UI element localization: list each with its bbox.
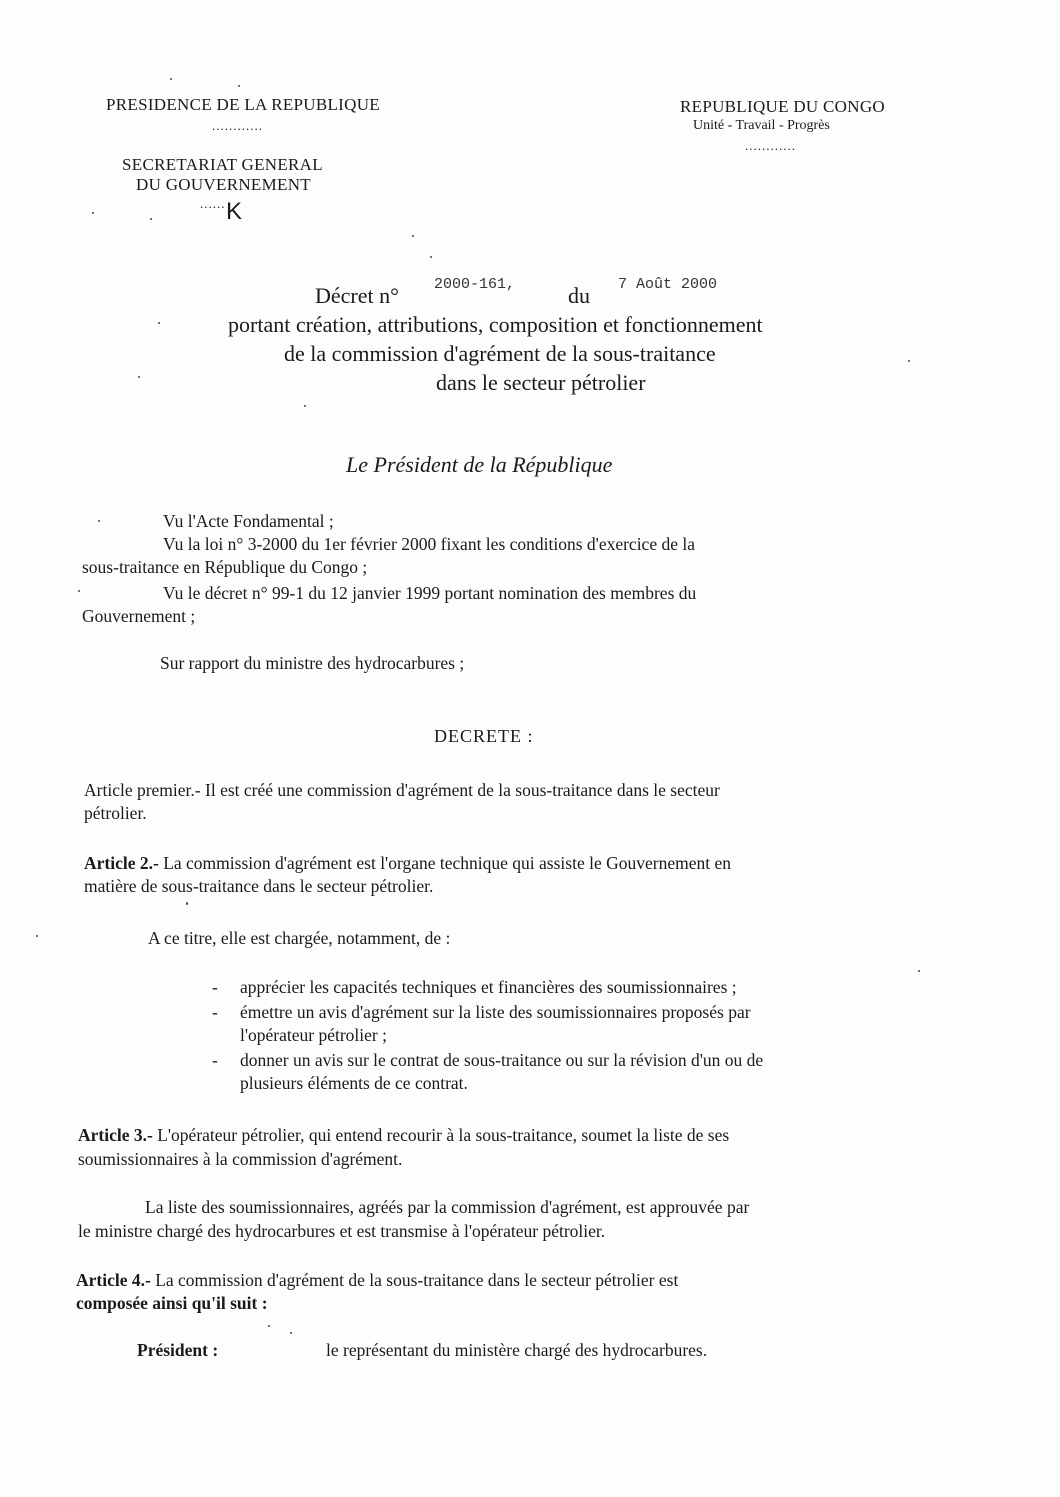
header-republique: REPUBLIQUE DU CONGO [680, 97, 885, 116]
bullet-2: - [212, 1002, 218, 1022]
visa-loi-line-2: sous-traitance en République du Congo ; [82, 557, 368, 577]
article-3-label: Article 3.- [78, 1125, 153, 1145]
article-2-item-1: apprécier les capacités techniques et financières des soumissionnaires ; [240, 977, 737, 997]
bullet-1: - [212, 977, 218, 997]
article-1-text-1: Il est créé une commission d'agrément de la sous-traitance dans le secteur [200, 780, 720, 800]
scan-speck [98, 520, 100, 522]
scan-speck [92, 212, 94, 214]
header-dots-right: ............ [745, 138, 796, 153]
scan-speck [238, 85, 240, 87]
header-gouvernement: DU GOUVERNEMENT [136, 175, 311, 194]
header-secretariat: SECRETARIAT GENERAL [122, 155, 323, 174]
president-value: le représentant du ministère chargé des hydrocarbures. [326, 1340, 708, 1360]
article-2-item-3-line-2: plusieurs éléments de ce contrat. [240, 1073, 468, 1093]
scan-speck [268, 1325, 270, 1327]
visa-loi-line-1: Vu la loi n° 3-2000 du 1er février 2000 fixant les conditions d'exercice de la [163, 534, 695, 554]
scan-speck [158, 322, 160, 324]
title-line-1: portant création, attributions, composition et fonctionnement [228, 312, 763, 337]
header-dots-left-2: ...... [200, 196, 226, 211]
decree-number: 2000-161, [434, 276, 516, 293]
decree-du-label: du [568, 283, 590, 308]
article-4-line-2: composée ainsi qu'il suit : [76, 1293, 268, 1313]
visa-rapport: Sur rapport du ministre des hydrocarbures ; [160, 653, 465, 673]
decrete-heading: DECRETE : [434, 726, 534, 746]
visa-decret-line-1: Vu le décret n° 99-1 du 12 janvier 1999 portant nomination des membres du [163, 583, 697, 603]
decree-label: Décret n° [315, 283, 399, 308]
article-2-item-3-line-1: donner un avis sur le contrat de sous-traitance ou sur la révision d'un ou de [240, 1050, 764, 1070]
article-2-line-2: matière de sous-traitance dans le secteur pétrolier. [84, 876, 434, 896]
scan-speck [412, 235, 414, 237]
title-line-2: de la commission d'agrément de la sous-traitance [284, 341, 716, 366]
scan-speck [150, 218, 152, 220]
scan-speck [186, 902, 188, 905]
article-2-item-2-line-1: émettre un avis d'agrément sur la liste des soumissionnaires proposés par [240, 1002, 751, 1022]
header-dots-left: ............ [212, 118, 263, 133]
visa-decret-line-2: Gouvernement ; [82, 606, 196, 626]
article-3-line-2: soumissionnaires à la commission d'agrément. [78, 1149, 403, 1169]
article-2-text-1: La commission d'agrément est l'organe technique qui assiste le Gouvernement en [158, 853, 731, 873]
bullet-3: - [212, 1050, 218, 1070]
article-3-line-1 [78, 1124, 900, 1147]
president-heading: Le Président de la République [346, 452, 613, 477]
decree-date: 7 Août 2000 [618, 276, 718, 293]
scan-speck [138, 376, 140, 378]
article-1-line-2: pétrolier. [84, 803, 147, 823]
article-2-item-2-line-2: l'opérateur pétrolier ; [240, 1025, 387, 1045]
scan-speck [304, 405, 306, 407]
article-1-line-1 [84, 779, 906, 802]
article-2-line-1 [84, 852, 906, 875]
scan-speck [78, 590, 80, 592]
article-3-text-1: L'opérateur pétrolier, qui entend recourir à la sous-traitance, soumet la liste de ses [152, 1125, 730, 1145]
article-3-para-2-line-2: le ministre chargé des hydrocarbures et est transmise à l'opérateur pétrolier. [78, 1221, 606, 1241]
header-presidence: PRESIDENCE DE LA REPUBLIQUE [106, 95, 380, 114]
article-2-label: Article 2.- [84, 853, 159, 873]
scan-speck [430, 256, 432, 258]
scan-speck [290, 1332, 292, 1334]
article-4-line-1 [76, 1269, 898, 1292]
article-4-label: Article 4.- [76, 1270, 151, 1290]
article-2-intro: A ce titre, elle est chargée, notamment, de : [148, 928, 451, 948]
president-label: Président : [137, 1340, 219, 1360]
scan-speck [908, 360, 910, 362]
title-line-3: dans le secteur pétrolier [436, 370, 646, 395]
article-3-para-2-line-1: La liste des soumissionnaires, agréés par la commission d'agrément, est approuvée par [145, 1197, 750, 1217]
scan-speck [36, 935, 38, 937]
handwritten-mark: K [226, 198, 243, 225]
visa-acte-fondamental: Vu l'Acte Fondamental ; [163, 511, 334, 531]
scan-speck [170, 78, 172, 80]
scan-speck [918, 970, 920, 972]
header-motto: Unité - Travail - Progrès [693, 118, 830, 133]
article-1-label: Article premier.- [84, 780, 201, 800]
article-4-text-1: La commission d'agrément de la sous-traitance dans le secteur pétrolier est [150, 1270, 679, 1290]
